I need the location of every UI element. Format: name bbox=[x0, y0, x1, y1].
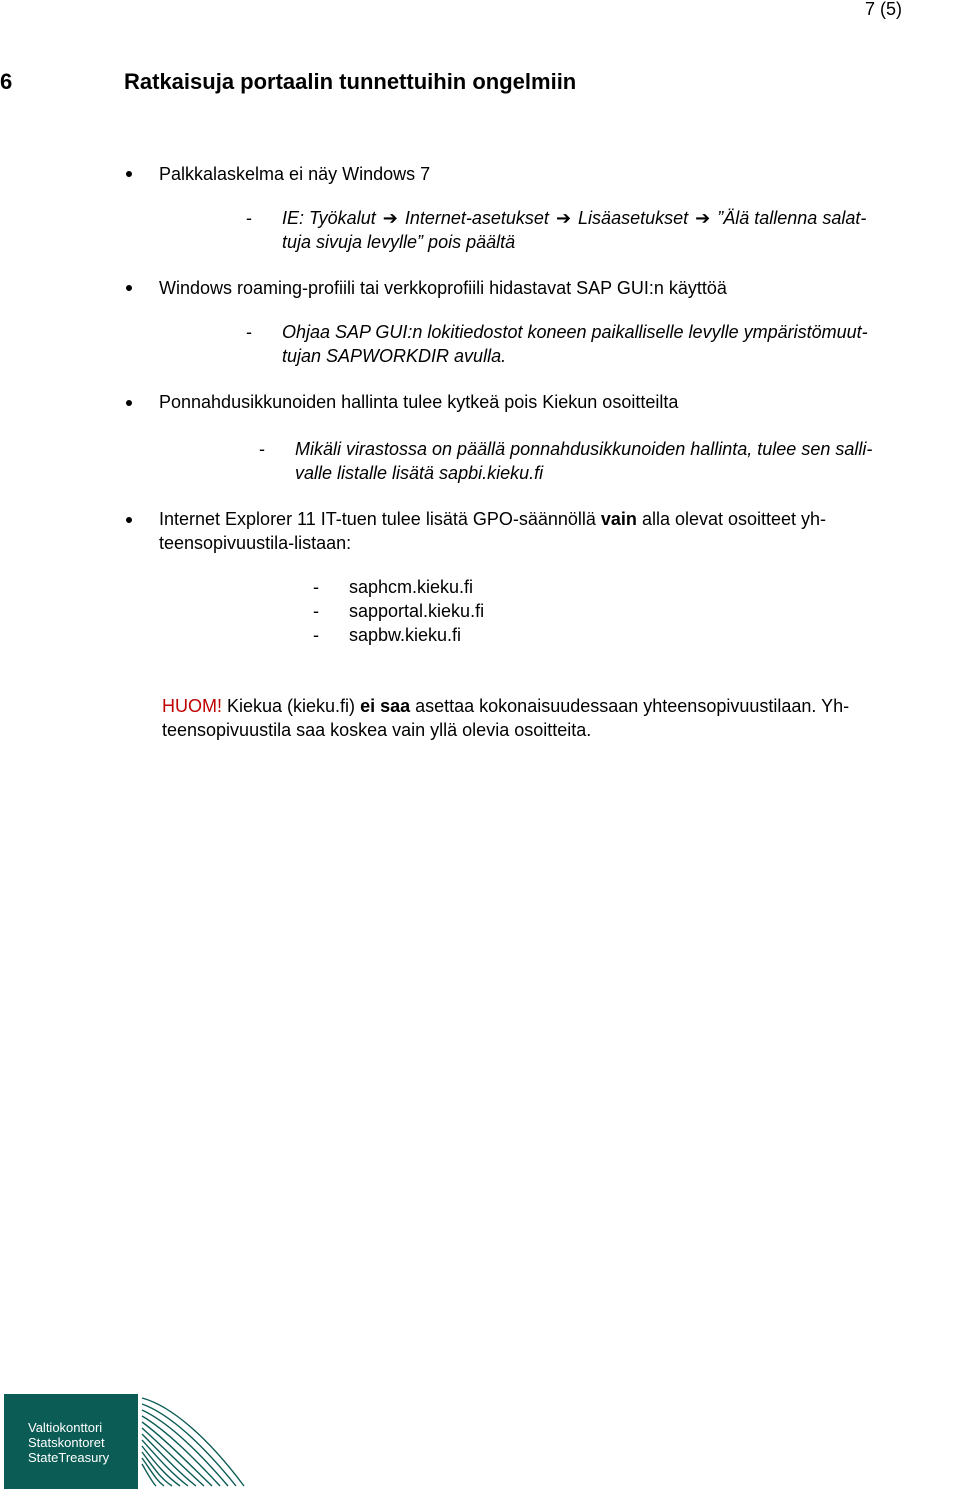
sub-item-part: Lisäasetukset bbox=[578, 208, 689, 228]
logo-line-1: Valtiokonttori bbox=[28, 1420, 103, 1435]
list-item-text: Windows roaming-profiili tai verkkoprofiili hidastavat SAP GUI:n käyttöä bbox=[159, 278, 727, 298]
bullet-icon bbox=[126, 517, 132, 523]
address-item: saphcm.kieku.fi bbox=[349, 577, 474, 597]
section-title: Ratkaisuja portaalin tunnettuihin ongelmiin bbox=[124, 69, 577, 94]
list-item-text: Palkkalaskelma ei näy Windows 7 bbox=[159, 164, 431, 184]
bullet-icon bbox=[126, 285, 132, 291]
dash-marker: - bbox=[259, 439, 265, 459]
arrow-right-icon: ➔ bbox=[382, 208, 398, 228]
sub-item-text: Ohjaa SAP GUI:n lokitiedostot koneen paikalliselle levylle ympäristömuut- bbox=[282, 322, 868, 342]
dash-marker: - bbox=[313, 625, 319, 645]
logo-graphic bbox=[4, 1394, 248, 1489]
address-item: sapbw.kieku.fi bbox=[349, 625, 462, 645]
arrow-right-icon: ➔ bbox=[555, 208, 572, 228]
list-item-part: alla olevat osoitteet yh- bbox=[636, 509, 827, 529]
sub-item-part: IE: Työkalut bbox=[282, 208, 376, 228]
dash-marker: - bbox=[246, 322, 252, 342]
state-treasury-logo bbox=[4, 1394, 248, 1489]
sub-item-text-continued: tujan SAPWORKDIR avulla. bbox=[282, 346, 507, 366]
page-number: 7 (5) bbox=[864, 0, 902, 19]
note-text bbox=[162, 694, 849, 718]
emphasis-text: ei saa bbox=[360, 696, 411, 716]
list-item-part: Internet Explorer 11 IT-tuen tulee lisätä GPO-säännöllä bbox=[159, 509, 601, 529]
logo-line-2: Statskontoret bbox=[28, 1435, 105, 1450]
sub-item-text-continued: valle listalle lisätä sapbi.kieku.fi bbox=[295, 463, 544, 483]
sub-item-part: ”Älä tallenna salat- bbox=[717, 208, 867, 228]
sub-item-text-continued: tuja sivuja levylle” pois päältä bbox=[282, 232, 516, 252]
address-item: sapportal.kieku.fi bbox=[349, 601, 485, 621]
list-item-text bbox=[159, 507, 826, 531]
bullet-icon bbox=[126, 400, 132, 406]
list-item-text: Ponnahdusikkunoiden hallinta tulee kytkeä pois Kiekun osoitteilta bbox=[159, 392, 679, 412]
note-text-continued: teensopivuustila saa koskea vain yllä olevia osoitteita. bbox=[162, 720, 592, 740]
note-part: Kiekua (kieku.fi) bbox=[222, 696, 361, 716]
wave-lines-icon bbox=[142, 1398, 244, 1486]
dash-marker: - bbox=[246, 208, 252, 228]
section-number: 6 bbox=[0, 69, 13, 94]
sub-item-text: Mikäli virastossa on päällä ponnahdusikkunoiden hallinta, tulee sen salli- bbox=[295, 439, 873, 459]
sub-item-part: Internet-asetukset bbox=[404, 208, 549, 228]
emphasis-text: vain bbox=[600, 509, 637, 529]
note-label: HUOM! bbox=[162, 696, 222, 716]
list-item-text-continued: teensopivuustila-listaan: bbox=[159, 533, 352, 553]
bullet-icon bbox=[126, 171, 132, 177]
note-part: asettaa kokonaisuudessaan yhteensopivuustilaan. Yh- bbox=[410, 696, 850, 716]
arrow-right-icon: ➔ bbox=[695, 208, 711, 228]
logo-line-3: StateTreasury bbox=[28, 1450, 110, 1465]
dash-marker: - bbox=[313, 577, 319, 597]
sub-item-text bbox=[282, 206, 866, 230]
dash-marker: - bbox=[313, 601, 319, 621]
